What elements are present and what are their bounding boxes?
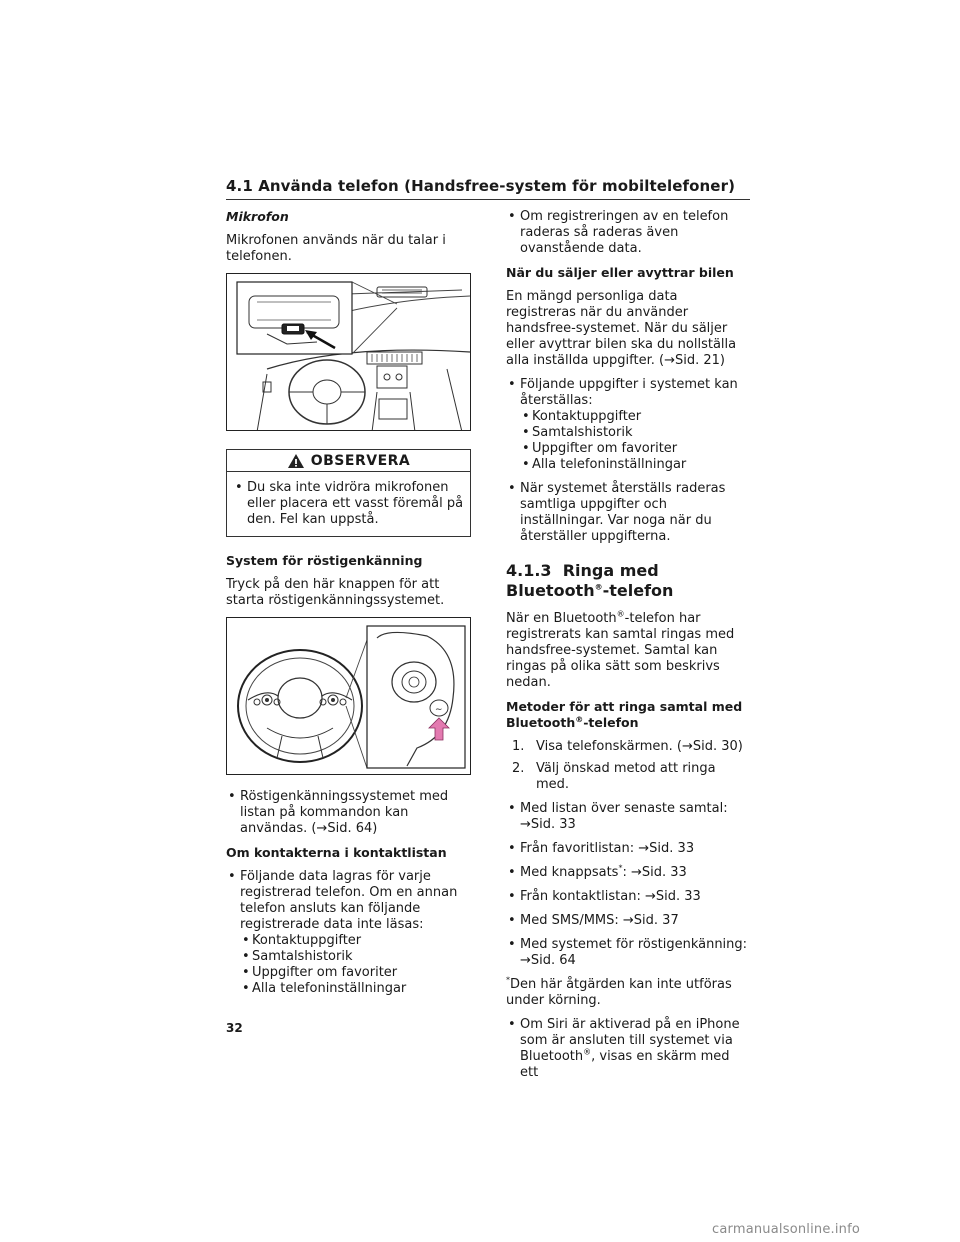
section-title-b: Bluetooth xyxy=(506,581,595,600)
reg-mark: ® xyxy=(616,609,625,619)
observera-box xyxy=(226,449,471,537)
asterisk: * xyxy=(618,863,623,873)
page-number: 32 xyxy=(226,1021,243,1035)
method-favorites: • Från favoritlistan: →Sid. 33 xyxy=(506,841,751,857)
intro-a: När en Bluetooth xyxy=(506,611,617,626)
observera-label: OBSERVERA xyxy=(310,453,411,469)
methods-heading xyxy=(506,699,751,731)
mikrofon-heading: Mikrofon xyxy=(226,209,289,224)
siri-a: Om Siri är aktiverad på en iPhone som är ansluten till systemet via Bluetooth xyxy=(520,1017,740,1064)
footnote xyxy=(506,977,751,1009)
contacts-heading: Om kontakterna i kontaktlistan xyxy=(226,845,447,860)
list-item: • Samtalshistorik xyxy=(240,949,471,965)
reset-bullet-2: • När systemet återställs raderas samtliga uppgifter och inställningar. Var noga när du återställer uppgifterna. xyxy=(506,481,751,545)
methods-heading-c: -telefon xyxy=(583,715,639,730)
reset-bullet xyxy=(506,377,751,473)
warning-icon xyxy=(287,453,305,469)
voice-heading: System för röstigenkänning xyxy=(226,553,423,568)
keypad-ref: : →Sid. 33 xyxy=(622,865,687,880)
section-title-c: -telefon xyxy=(602,581,674,600)
list-item: • Uppgifter om favoriter xyxy=(520,441,751,457)
watermark: carmanualsonline.info xyxy=(712,1222,861,1237)
list-item: • Alla telefoninställningar xyxy=(520,457,751,473)
step-text: Visa telefonskärmen. (→Sid. 30) xyxy=(536,739,743,754)
step-number: 1. xyxy=(512,739,525,754)
page-title: 4.1 Använda telefon (Handsfree-system för mobiltelefoner) xyxy=(226,177,736,195)
right-column xyxy=(506,209,751,1089)
method-contacts: • Från kontaktlistan: →Sid. 33 xyxy=(506,889,751,905)
steering-wheel-illustration xyxy=(226,617,471,775)
list-item: • Uppgifter om favoriter xyxy=(240,965,471,981)
header-rule xyxy=(226,199,750,200)
svg-text:∼: ∼ xyxy=(435,705,443,715)
voice-text: Tryck på den här knappen för att starta röstigenkänningssystemet. xyxy=(226,577,445,608)
list-item: • Samtalshistorik xyxy=(520,425,751,441)
methods-heading-b: Bluetooth xyxy=(506,715,576,730)
step-number: 2. xyxy=(512,761,525,776)
list-item: • Kontaktuppgifter xyxy=(240,933,471,949)
step-2 xyxy=(506,761,751,793)
reg-mark: ® xyxy=(594,582,603,592)
mikrofon-text: Mikrofonen används när du talar i telefonen. xyxy=(226,233,446,264)
section-heading xyxy=(506,561,751,601)
observera-header xyxy=(227,450,470,472)
method-voice: • Med systemet för röstigenkänning: →Sid. 64 xyxy=(506,937,751,969)
step-text: Välj önskad metod att ringa med. xyxy=(536,761,716,792)
methods-heading-a: Metoder för att ringa samtal med xyxy=(506,699,743,714)
reg-mark: ® xyxy=(583,1047,592,1057)
step-1 xyxy=(506,739,751,755)
siri-b: , visas en skärm med ett xyxy=(520,1049,730,1080)
list-item: • Alla telefoninställningar xyxy=(240,981,471,997)
section-title-a: Ringa med xyxy=(562,561,659,580)
method-recent: • Med listan över senaste samtal: →Sid. 33 xyxy=(506,801,751,833)
left-column xyxy=(226,209,471,1005)
intro-b: -telefon har registrerats kan samtal ringas med handsfree-systemet. Samtal kan ringas på olika sätt som beskrivs nedan. xyxy=(506,611,735,690)
method-sms: • Med SMS/MMS: →Sid. 37 xyxy=(506,913,751,929)
method-keypad xyxy=(506,865,751,881)
reset-bullet-text: • Följande uppgifter i systemet kan återställas: xyxy=(520,377,738,408)
reg-mark: ® xyxy=(575,714,584,724)
footnote-text: Den här åtgärden kan inte utföras under körning. xyxy=(506,977,732,1008)
observera-text: • Du ska inte vidröra mikrofonen eller placera ett vasst föremål på den. Fel kan uppstå. xyxy=(233,480,464,528)
asterisk: * xyxy=(506,975,510,985)
siri-bullet xyxy=(506,1017,751,1081)
observera-body xyxy=(227,472,470,536)
delete-bullet: • Om registreringen av en telefon raderas så raderas även ovanstående data. xyxy=(506,209,751,257)
contacts-bullet xyxy=(226,869,471,997)
sell-heading: När du säljer eller avyttrar bilen xyxy=(506,265,734,280)
section-header xyxy=(226,177,750,200)
microphone-illustration xyxy=(226,273,471,431)
section-number: 4.1.3 xyxy=(506,561,552,580)
list-item: • Kontaktuppgifter xyxy=(520,409,751,425)
intro-text xyxy=(506,611,751,691)
voice-bullet: • Röstigenkänningssystemet med listan på kommandon kan användas. (→Sid. 64) xyxy=(226,789,471,837)
contacts-bullet-text: • Följande data lagras för varje registrerad telefon. Om en annan telefon ansluts kan följande registrerade data inte läsas: xyxy=(240,869,458,932)
sell-text: En mängd personliga data registreras när du använder handsfree-systemet. När du säljer eller avyttrar bilen ska du nollställa alla inställda uppgifter. (→Sid. 21) xyxy=(506,289,737,368)
keypad-text: Med knappsats xyxy=(520,865,619,880)
